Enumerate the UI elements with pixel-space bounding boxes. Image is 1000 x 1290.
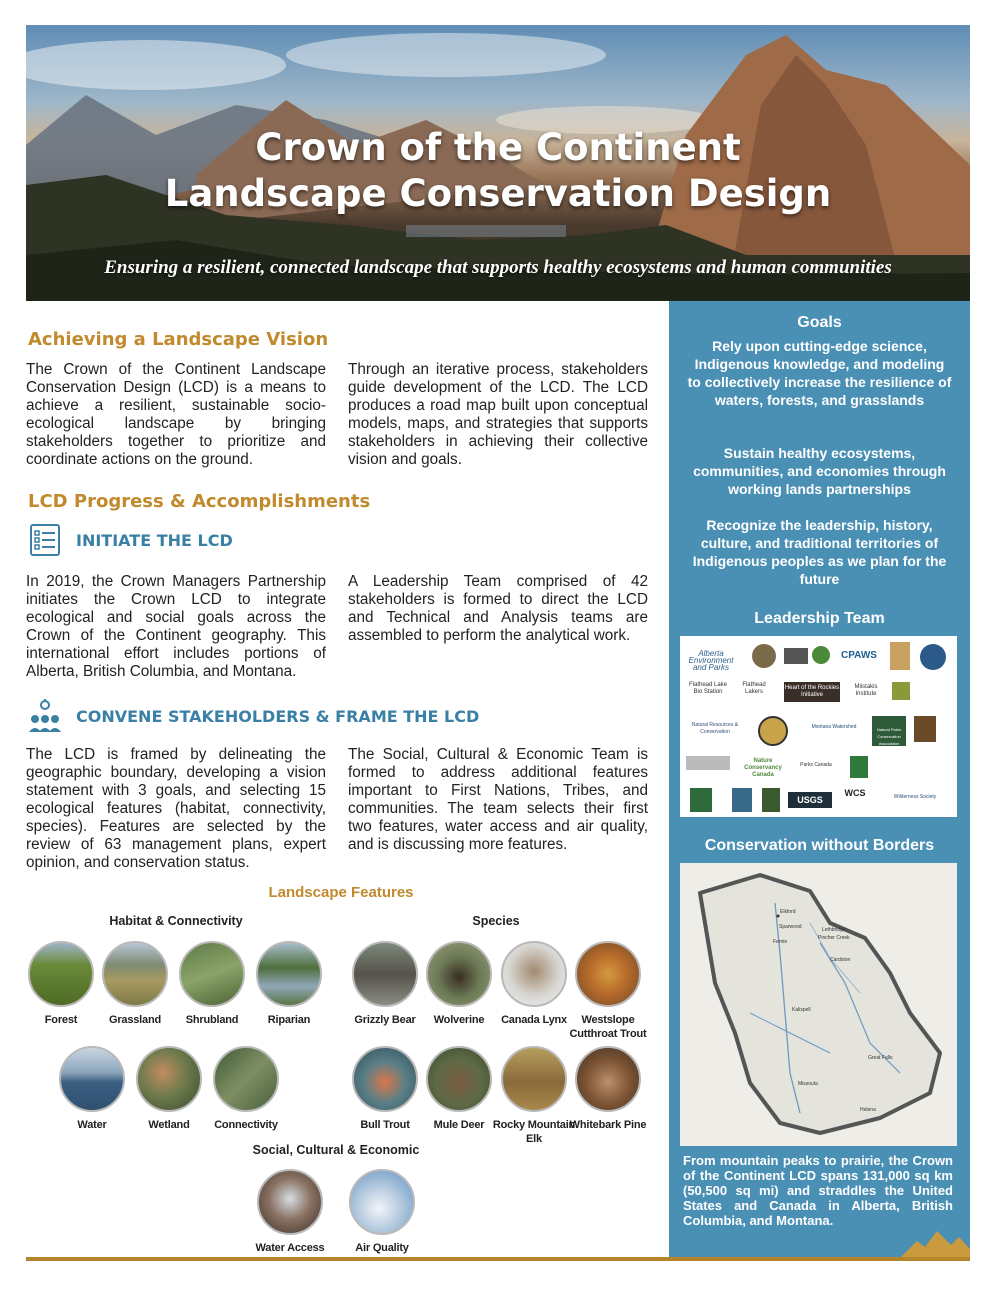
usgs-logo: USGS	[788, 792, 832, 808]
initiate-heading	[28, 523, 233, 557]
map-label-sparwood: Sparwood	[779, 924, 802, 930]
map-label-kalispell: Kalispell	[792, 1007, 811, 1013]
seal-logo	[758, 716, 788, 746]
vision-col2: Through an iterative process, stakeholders guide development of the LCD. The LCD produces a road map built upon conceptual models, maps, and strategies that supports stakeholders in achieving their collective vision and goals.	[348, 361, 648, 468]
mule-deer-image	[426, 1046, 492, 1112]
whitebark-pine-image	[575, 1046, 641, 1112]
parks-canada-logo: Parks Canada	[800, 762, 832, 768]
air-quality-image	[349, 1169, 415, 1235]
bottom-rule	[26, 1257, 970, 1261]
bull-trout-image	[352, 1046, 418, 1112]
nps-logo	[914, 716, 936, 742]
seal-logo	[752, 644, 776, 668]
initiate-col2: A Leadership Team comprised of 42 stakeholders is formed to direct the LCD and Technical and Analysis teams are assembled to perform the analytical work.	[348, 573, 648, 644]
feature-label: Whitebark Pine	[569, 1119, 647, 1131]
hero-title-line1: Crown of the Continent	[255, 126, 741, 169]
feature-label: Forest	[44, 1014, 78, 1026]
feature-label: Riparian	[267, 1014, 311, 1026]
wetland-image	[136, 1046, 202, 1112]
feature-label: Connectivity	[214, 1119, 278, 1131]
leadership-logos	[680, 636, 957, 817]
canada-lynx-image	[501, 941, 567, 1007]
goals-title: Goals	[797, 314, 842, 331]
map-label-great-falls: Great Falls	[868, 1055, 893, 1061]
forest-service-logo	[690, 788, 712, 812]
org-logo	[892, 682, 910, 700]
org-logo	[850, 756, 868, 778]
feature-air-quality	[337, 1169, 427, 1255]
hero-title	[26, 125, 970, 217]
montana-watershed-logo: Montana Watershed	[811, 724, 857, 730]
hero-title-line2: Landscape Conservation Design	[164, 172, 832, 215]
grizzly-bear-image	[352, 941, 418, 1007]
feature-label: Rocky Mountain Elk	[492, 1119, 576, 1145]
shrubland-image	[179, 941, 245, 1007]
heart-rockies-logo: Heart of the Rockies Initiative	[784, 682, 840, 702]
cutthroat-trout-image	[575, 941, 641, 1007]
initiate-text	[26, 573, 648, 681]
map-title: Conservation without Borders	[704, 837, 935, 854]
sidebar	[669, 301, 970, 1259]
feature-label: Canada Lynx	[501, 1014, 567, 1026]
map-label-cardston: Cardston	[830, 957, 851, 963]
checklist-icon	[28, 523, 62, 557]
feature-westslope-cutthroat-trout	[563, 941, 653, 1041]
feature-whitebark-pine	[563, 1046, 653, 1132]
mountain-decoration-icon	[899, 1227, 970, 1259]
feature-label: Air Quality	[355, 1242, 409, 1254]
npca-logo: Natural Parks Conservation Association	[872, 716, 906, 746]
nature-conservancy-logo: Nature Conservancy Canada	[744, 758, 782, 778]
convene-title: CONVENE STAKEHOLDERS & FRAME THE LCD	[76, 706, 480, 726]
wolverine-image	[426, 941, 492, 1007]
progress-heading: LCD Progress & Accomplishments	[28, 491, 371, 512]
convene-col2: The Social, Cultural & Economic Team is formed to address additional features important to First Nations, Tribes, and communities. The team selects their first two features, water access and air quality, and is discussing more features.	[348, 746, 648, 853]
feature-label: Water Access	[255, 1242, 325, 1254]
map-label-missoula: Missoula	[798, 1081, 818, 1087]
flathead-bio-logo: Flathead Lake Bio Station	[688, 682, 728, 695]
riparian-image	[256, 941, 322, 1007]
org-logo	[890, 642, 910, 670]
stakeholders-icon	[28, 699, 62, 733]
feature-label: Mule Deer	[433, 1119, 485, 1131]
vision-text	[26, 361, 648, 469]
convene-heading	[28, 699, 479, 733]
map-label-lethbridge: Lethbridge	[822, 927, 846, 933]
org-logo	[784, 648, 808, 664]
goal-1: Rely upon cutting-edge science, Indigenous knowledge, and modeling to collectively increase the resilience of waters, forests, and grasslands	[687, 338, 952, 408]
feature-label: Grassland	[108, 1014, 161, 1026]
org-logo	[812, 646, 830, 664]
connectivity-image	[213, 1046, 279, 1112]
feature-water-access	[245, 1169, 335, 1255]
goal-3: Recognize the leadership, history, culture, and traditional territories of Indigenous peoples as we plan for the future	[692, 517, 947, 587]
miistakis-logo: Miistakis Institute	[854, 684, 878, 697]
vision-heading: Achieving a Landscape Vision	[28, 329, 329, 350]
wilderness-society-logo: Wilderness Society	[893, 794, 937, 800]
initiate-col1: In 2019, the Crown Managers Partnership initiates the Crown LCD to integrate ecological and social goals across the Crown of the Continent geography. This international effort includes portions of Alberta, British Columbia, and Montana.	[26, 573, 326, 680]
map-label-helena: Helena	[860, 1107, 876, 1113]
feature-label: Westslope Cutthroat Trout	[569, 1014, 647, 1040]
seal-logo	[920, 644, 946, 670]
crown-boundary-map	[680, 863, 957, 1146]
cpaws-logo: CPAWS	[841, 650, 877, 661]
feature-riparian	[244, 941, 334, 1027]
map-label-pincher-creek: Pincher Creek	[818, 935, 850, 941]
hero-banner	[26, 25, 970, 301]
map-label-elkford: Elkford	[780, 909, 796, 915]
natural-resources-logo: Natural Resources & Conservation	[691, 722, 739, 735]
feature-label: Bull Trout	[360, 1119, 410, 1131]
landscape-features-title: Landscape Features	[268, 884, 414, 901]
feature-label: Grizzly Bear	[354, 1014, 416, 1026]
hero-subtitle: Ensuring a resilient, connected landscape that supports healthy ecosystems and human communities	[104, 257, 892, 278]
water-image	[59, 1046, 125, 1112]
convene-col1: The LCD is framed by delineating the geographic boundary, developing a vision statement with 3 goals, and selecting 15 ecological features (habitat, connectivity, species). Features are selected by the review of 63 management plans, expert opinion, and conservation status.	[26, 746, 326, 871]
grassland-image	[102, 941, 168, 1007]
map-caption: From mountain peaks to prairie, the Crown of the Continent LCD spans 131,000 sq km (50,500 sq mi) and straddles the United States and Canada in Alberta, British Columbia, and Montana.	[683, 1153, 953, 1228]
habitat-group-title: Habitat & Connectivity	[109, 914, 243, 928]
org-logo	[686, 756, 730, 770]
vision-col1: The Crown of the Continent Landscape Conservation Design (LCD) is a means to achieve a resilient, sustainable socio-ecological landscape by bringing stakeholders together to prioritize and coordinate actions on the ground.	[26, 361, 326, 468]
species-group-title: Species	[472, 914, 520, 928]
feature-label: Wolverine	[433, 1014, 485, 1026]
water-access-image	[257, 1169, 323, 1235]
fws-logo	[732, 788, 752, 812]
forest-image	[28, 941, 94, 1007]
goal-2: Sustain healthy ecosystems, communities, and economies through working lands partnerships	[693, 445, 946, 497]
region-map	[680, 863, 957, 1146]
feature-label: Shrubland	[185, 1014, 239, 1026]
alberta-logo: Alberta Environment and Parks	[688, 649, 734, 672]
elk-image	[501, 1046, 567, 1112]
map-label-fernie: Fernie	[773, 939, 788, 945]
wcs-logo: WCS	[844, 788, 866, 798]
feature-connectivity	[201, 1046, 291, 1132]
feature-label: Water	[77, 1119, 107, 1131]
leadership-title: Leadership Team	[754, 610, 885, 627]
org-logo	[762, 788, 780, 812]
initiate-title: INITIATE THE LCD	[76, 530, 233, 550]
feature-label: Wetland	[148, 1119, 190, 1131]
convene-text	[26, 746, 648, 872]
flathead-lakers-logo: Flathead Lakers	[742, 682, 766, 695]
social-group-title: Social, Cultural & Economic	[252, 1143, 420, 1157]
